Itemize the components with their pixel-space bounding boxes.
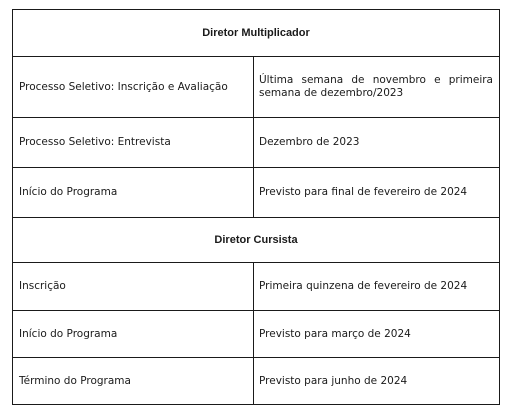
- row-label: Inscrição: [13, 263, 254, 311]
- section-header-row: [13, 218, 500, 263]
- row-label: Início do Programa: [13, 311, 254, 358]
- row-value: Primeira quinzena de fevereiro de 2024: [254, 263, 500, 311]
- schedule-table: [12, 9, 500, 405]
- table-row: [13, 263, 500, 311]
- section-title-diretor-multiplicador: Diretor Multiplicador: [13, 10, 500, 57]
- table-row: [13, 118, 500, 168]
- table-row: [13, 358, 500, 405]
- row-value: Previsto para junho de 2024: [254, 358, 500, 405]
- section-header-row: [13, 10, 500, 57]
- row-label: Processo Seletivo: Inscrição e Avaliação: [13, 57, 254, 118]
- table-row: [13, 168, 500, 218]
- row-label: Término do Programa: [13, 358, 254, 405]
- table-row: [13, 311, 500, 358]
- section-title-diretor-cursista: Diretor Cursista: [13, 218, 500, 263]
- row-value: Previsto para março de 2024: [254, 311, 500, 358]
- row-value: Previsto para final de fevereiro de 2024: [254, 168, 500, 218]
- table-row: [13, 57, 500, 118]
- row-value: Última semana de novembro e primeira semana de dezembro/2023: [254, 57, 500, 118]
- row-label: Início do Programa: [13, 168, 254, 218]
- row-value: Dezembro de 2023: [254, 118, 500, 168]
- row-label: Processo Seletivo: Entrevista: [13, 118, 254, 168]
